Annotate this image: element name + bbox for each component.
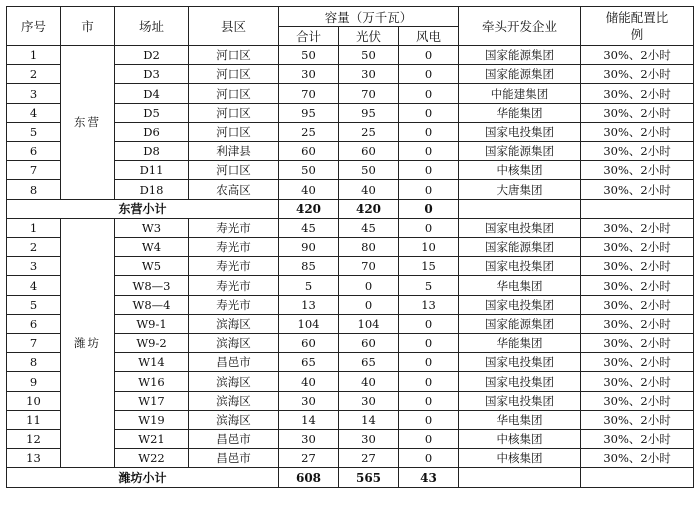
cell-storage: 30%、2小时 (581, 161, 694, 180)
subtotal-company-empty (459, 199, 581, 218)
cell-seq: 4 (7, 103, 61, 122)
cell-wind: 0 (399, 103, 459, 122)
cell-pv: 27 (339, 449, 399, 468)
cell-seq: 6 (7, 142, 61, 161)
cell-county: 河口区 (189, 161, 279, 180)
cell-company: 国家能源集团 (459, 314, 581, 333)
cell-county: 昌邑市 (189, 353, 279, 372)
cell-total: 30 (279, 430, 339, 449)
cell-seq: 11 (7, 410, 61, 429)
cell-storage: 30%、2小时 (581, 353, 694, 372)
cell-company: 华能集团 (459, 103, 581, 122)
cell-company: 中核集团 (459, 430, 581, 449)
cell-county: 滨海区 (189, 391, 279, 410)
cell-company: 中能建集团 (459, 84, 581, 103)
cell-county: 农高区 (189, 180, 279, 199)
cell-pv: 104 (339, 314, 399, 333)
cell-site: W8—4 (115, 295, 189, 314)
cell-county: 昌邑市 (189, 449, 279, 468)
header-row (7, 7, 694, 27)
capacity-table (6, 6, 694, 488)
table-row (7, 46, 694, 65)
cell-pv: 25 (339, 122, 399, 141)
cell-wind: 0 (399, 430, 459, 449)
cell-wind: 0 (399, 372, 459, 391)
cell-pv: 80 (339, 238, 399, 257)
cell-company: 国家电投集团 (459, 257, 581, 276)
cell-wind: 10 (399, 238, 459, 257)
cell-total: 65 (279, 353, 339, 372)
header-site: 场址 (115, 7, 189, 46)
header-total: 合计 (279, 27, 339, 46)
cell-company: 华电集团 (459, 410, 581, 429)
cell-wind: 0 (399, 65, 459, 84)
cell-storage: 30%、2小时 (581, 84, 694, 103)
cell-total: 40 (279, 180, 339, 199)
cell-wind: 0 (399, 410, 459, 429)
cell-company: 国家电投集团 (459, 122, 581, 141)
subtotal-storage-empty (581, 468, 694, 488)
cell-wind: 0 (399, 46, 459, 65)
cell-wind: 0 (399, 334, 459, 353)
cell-site: W17 (115, 391, 189, 410)
cell-pv: 70 (339, 84, 399, 103)
cell-pv: 30 (339, 65, 399, 84)
subtotal-total: 420 (279, 199, 339, 218)
table-body (7, 46, 694, 488)
cell-site: W8—3 (115, 276, 189, 295)
cell-company: 大唐集团 (459, 180, 581, 199)
cell-seq: 1 (7, 46, 61, 65)
cell-site: W14 (115, 353, 189, 372)
cell-county: 滨海区 (189, 410, 279, 429)
cell-county: 河口区 (189, 103, 279, 122)
cell-seq: 2 (7, 65, 61, 84)
cell-site: D18 (115, 180, 189, 199)
cell-wind: 0 (399, 142, 459, 161)
cell-seq: 2 (7, 238, 61, 257)
subtotal-pv: 420 (339, 199, 399, 218)
subtotal-row (7, 468, 694, 488)
cell-company: 国家电投集团 (459, 295, 581, 314)
cell-company: 国家电投集团 (459, 353, 581, 372)
cell-wind: 0 (399, 180, 459, 199)
cell-storage: 30%、2小时 (581, 410, 694, 429)
cell-site: D3 (115, 65, 189, 84)
cell-seq: 13 (7, 449, 61, 468)
cell-county: 寿光市 (189, 257, 279, 276)
cell-seq: 4 (7, 276, 61, 295)
cell-wind: 5 (399, 276, 459, 295)
cell-site: W3 (115, 218, 189, 237)
cell-seq: 7 (7, 161, 61, 180)
header-capacity: 容量（万千瓦） (279, 7, 459, 27)
cell-city: 东营 (61, 46, 115, 200)
cell-storage: 30%、2小时 (581, 238, 694, 257)
cell-site: D6 (115, 122, 189, 141)
cell-site: W16 (115, 372, 189, 391)
cell-storage: 30%、2小时 (581, 430, 694, 449)
cell-total: 50 (279, 161, 339, 180)
cell-pv: 45 (339, 218, 399, 237)
cell-storage: 30%、2小时 (581, 46, 694, 65)
cell-wind: 0 (399, 353, 459, 372)
cell-company: 国家电投集团 (459, 218, 581, 237)
cell-total: 30 (279, 391, 339, 410)
cell-city: 潍坊 (61, 218, 115, 468)
cell-total: 13 (279, 295, 339, 314)
cell-seq: 9 (7, 372, 61, 391)
cell-seq: 3 (7, 257, 61, 276)
header-company: 牵头开发企业 (459, 7, 581, 46)
cell-company: 国家电投集团 (459, 391, 581, 410)
cell-total: 60 (279, 334, 339, 353)
cell-storage: 30%、2小时 (581, 103, 694, 122)
cell-wind: 0 (399, 218, 459, 237)
cell-seq: 8 (7, 180, 61, 199)
cell-site: D5 (115, 103, 189, 122)
cell-seq: 8 (7, 353, 61, 372)
cell-site: W19 (115, 410, 189, 429)
cell-company: 华能集团 (459, 334, 581, 353)
cell-company: 国家电投集团 (459, 372, 581, 391)
cell-storage: 30%、2小时 (581, 372, 694, 391)
cell-site: W5 (115, 257, 189, 276)
cell-pv: 70 (339, 257, 399, 276)
cell-pv: 60 (339, 334, 399, 353)
cell-total: 45 (279, 218, 339, 237)
cell-seq: 5 (7, 122, 61, 141)
cell-county: 河口区 (189, 65, 279, 84)
cell-wind: 0 (399, 449, 459, 468)
cell-county: 河口区 (189, 46, 279, 65)
cell-total: 60 (279, 142, 339, 161)
cell-seq: 1 (7, 218, 61, 237)
cell-total: 5 (279, 276, 339, 295)
cell-storage: 30%、2小时 (581, 449, 694, 468)
cell-pv: 95 (339, 103, 399, 122)
cell-total: 40 (279, 372, 339, 391)
subtotal-row (7, 199, 694, 218)
cell-pv: 14 (339, 410, 399, 429)
cell-wind: 13 (399, 295, 459, 314)
cell-site: W9-2 (115, 334, 189, 353)
cell-county: 滨海区 (189, 314, 279, 333)
cell-site: W9-1 (115, 314, 189, 333)
cell-total: 85 (279, 257, 339, 276)
cell-site: D4 (115, 84, 189, 103)
cell-wind: 0 (399, 391, 459, 410)
cell-wind: 0 (399, 122, 459, 141)
cell-site: W4 (115, 238, 189, 257)
cell-company: 国家能源集团 (459, 238, 581, 257)
cell-seq: 6 (7, 314, 61, 333)
cell-total: 27 (279, 449, 339, 468)
cell-storage: 30%、2小时 (581, 180, 694, 199)
subtotal-wind: 0 (399, 199, 459, 218)
cell-pv: 60 (339, 142, 399, 161)
cell-company: 国家能源集团 (459, 46, 581, 65)
cell-pv: 0 (339, 276, 399, 295)
cell-wind: 0 (399, 84, 459, 103)
cell-storage: 30%、2小时 (581, 314, 694, 333)
cell-storage: 30%、2小时 (581, 391, 694, 410)
cell-seq: 12 (7, 430, 61, 449)
cell-storage: 30%、2小时 (581, 142, 694, 161)
cell-site: D11 (115, 161, 189, 180)
cell-site: W22 (115, 449, 189, 468)
cell-county: 滨海区 (189, 334, 279, 353)
cell-county: 寿光市 (189, 276, 279, 295)
cell-storage: 30%、2小时 (581, 334, 694, 353)
cell-wind: 0 (399, 161, 459, 180)
cell-total: 90 (279, 238, 339, 257)
cell-seq: 10 (7, 391, 61, 410)
cell-pv: 30 (339, 391, 399, 410)
cell-company: 华电集团 (459, 276, 581, 295)
cell-pv: 40 (339, 180, 399, 199)
cell-county: 利津县 (189, 142, 279, 161)
cell-company: 中核集团 (459, 161, 581, 180)
cell-storage: 30%、2小时 (581, 218, 694, 237)
cell-site: D8 (115, 142, 189, 161)
subtotal-label: 东营小计 (7, 199, 279, 218)
subtotal-pv: 565 (339, 468, 399, 488)
cell-county: 昌邑市 (189, 430, 279, 449)
cell-county: 河口区 (189, 84, 279, 103)
cell-seq: 3 (7, 84, 61, 103)
header-storage: 储能配置比例 (581, 7, 694, 46)
cell-county: 寿光市 (189, 218, 279, 237)
cell-wind: 0 (399, 314, 459, 333)
cell-total: 25 (279, 122, 339, 141)
cell-pv: 30 (339, 430, 399, 449)
cell-seq: 5 (7, 295, 61, 314)
subtotal-wind: 43 (399, 468, 459, 488)
cell-site: W21 (115, 430, 189, 449)
subtotal-company-empty (459, 468, 581, 488)
cell-company: 中核集团 (459, 449, 581, 468)
cell-total: 14 (279, 410, 339, 429)
cell-pv: 40 (339, 372, 399, 391)
cell-storage: 30%、2小时 (581, 122, 694, 141)
cell-total: 50 (279, 46, 339, 65)
cell-pv: 65 (339, 353, 399, 372)
cell-county: 寿光市 (189, 295, 279, 314)
cell-seq: 7 (7, 334, 61, 353)
cell-county: 寿光市 (189, 238, 279, 257)
cell-storage: 30%、2小时 (581, 65, 694, 84)
subtotal-label: 潍坊小计 (7, 468, 279, 488)
cell-total: 95 (279, 103, 339, 122)
cell-storage: 30%、2小时 (581, 276, 694, 295)
cell-total: 104 (279, 314, 339, 333)
cell-pv: 50 (339, 46, 399, 65)
header-seq: 序号 (7, 7, 61, 46)
cell-wind: 15 (399, 257, 459, 276)
cell-pv: 0 (339, 295, 399, 314)
table-row (7, 218, 694, 237)
cell-pv: 50 (339, 161, 399, 180)
header-county: 县区 (189, 7, 279, 46)
header-wind: 风电 (399, 27, 459, 46)
cell-county: 河口区 (189, 122, 279, 141)
cell-company: 国家能源集团 (459, 142, 581, 161)
subtotal-storage-empty (581, 199, 694, 218)
subtotal-total: 608 (279, 468, 339, 488)
cell-storage: 30%、2小时 (581, 295, 694, 314)
header-city: 市 (61, 7, 115, 46)
cell-total: 70 (279, 84, 339, 103)
header-pv: 光伏 (339, 27, 399, 46)
cell-company: 国家能源集团 (459, 65, 581, 84)
cell-storage: 30%、2小时 (581, 257, 694, 276)
cell-site: D2 (115, 46, 189, 65)
cell-county: 滨海区 (189, 372, 279, 391)
cell-total: 30 (279, 65, 339, 84)
